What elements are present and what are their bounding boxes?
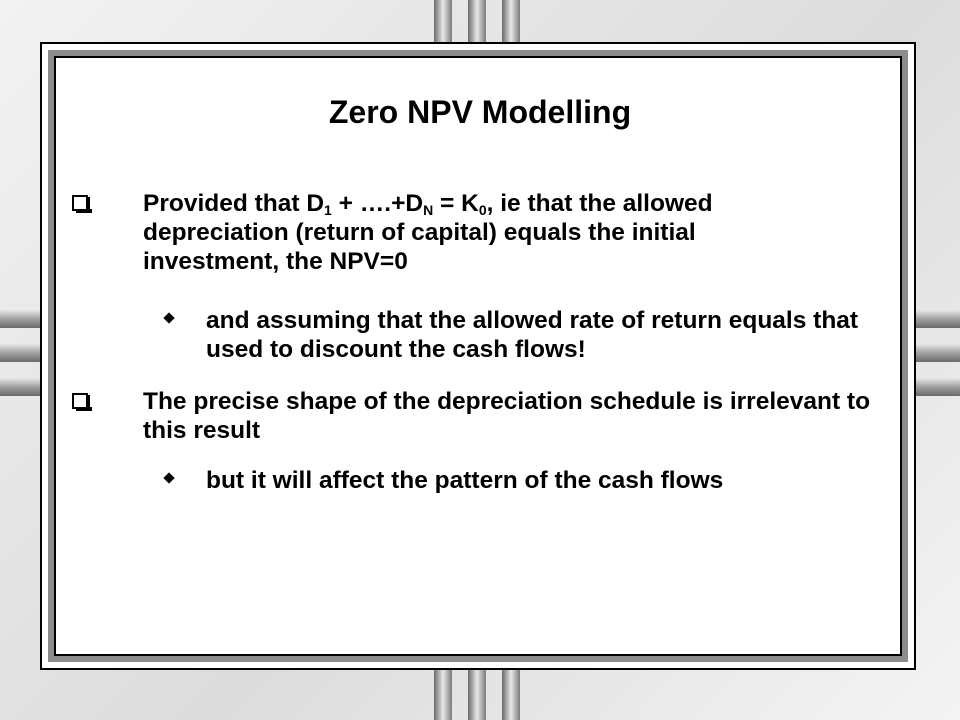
slide-title: Zero NPV Modelling (328, 94, 632, 130)
bullet-text: + ….+D (331, 190, 424, 217)
bullet-text: but it will affect the pattern of the cash flows (206, 467, 724, 494)
sub-bullet-2 (206, 466, 906, 495)
square-bullet-icon (72, 393, 88, 409)
diamond-bullet-icon (163, 472, 174, 483)
subscript: 1 (324, 202, 332, 218)
square-bullet-icon (72, 195, 88, 211)
bullet-text: and assuming that the allowed rate of return equals that used to discount the cash flows! (206, 307, 859, 363)
diamond-bullet-icon (163, 312, 174, 323)
bullet-text: The precise shape of the depreciation schedule is irrelevant to this result (143, 388, 871, 444)
subscript: 0 (478, 202, 487, 218)
bullet-text: = K (433, 190, 479, 217)
bullet-2 (143, 387, 883, 445)
bullet-text: Provided that D (143, 190, 325, 217)
sub-bullet-1 (206, 306, 896, 364)
bullet-text: , ie that the allowed depreciation (return of capital) equals the initial investment, the NPV=0 (143, 190, 713, 275)
bullet-1 (143, 189, 783, 276)
subscript: N (423, 202, 434, 218)
